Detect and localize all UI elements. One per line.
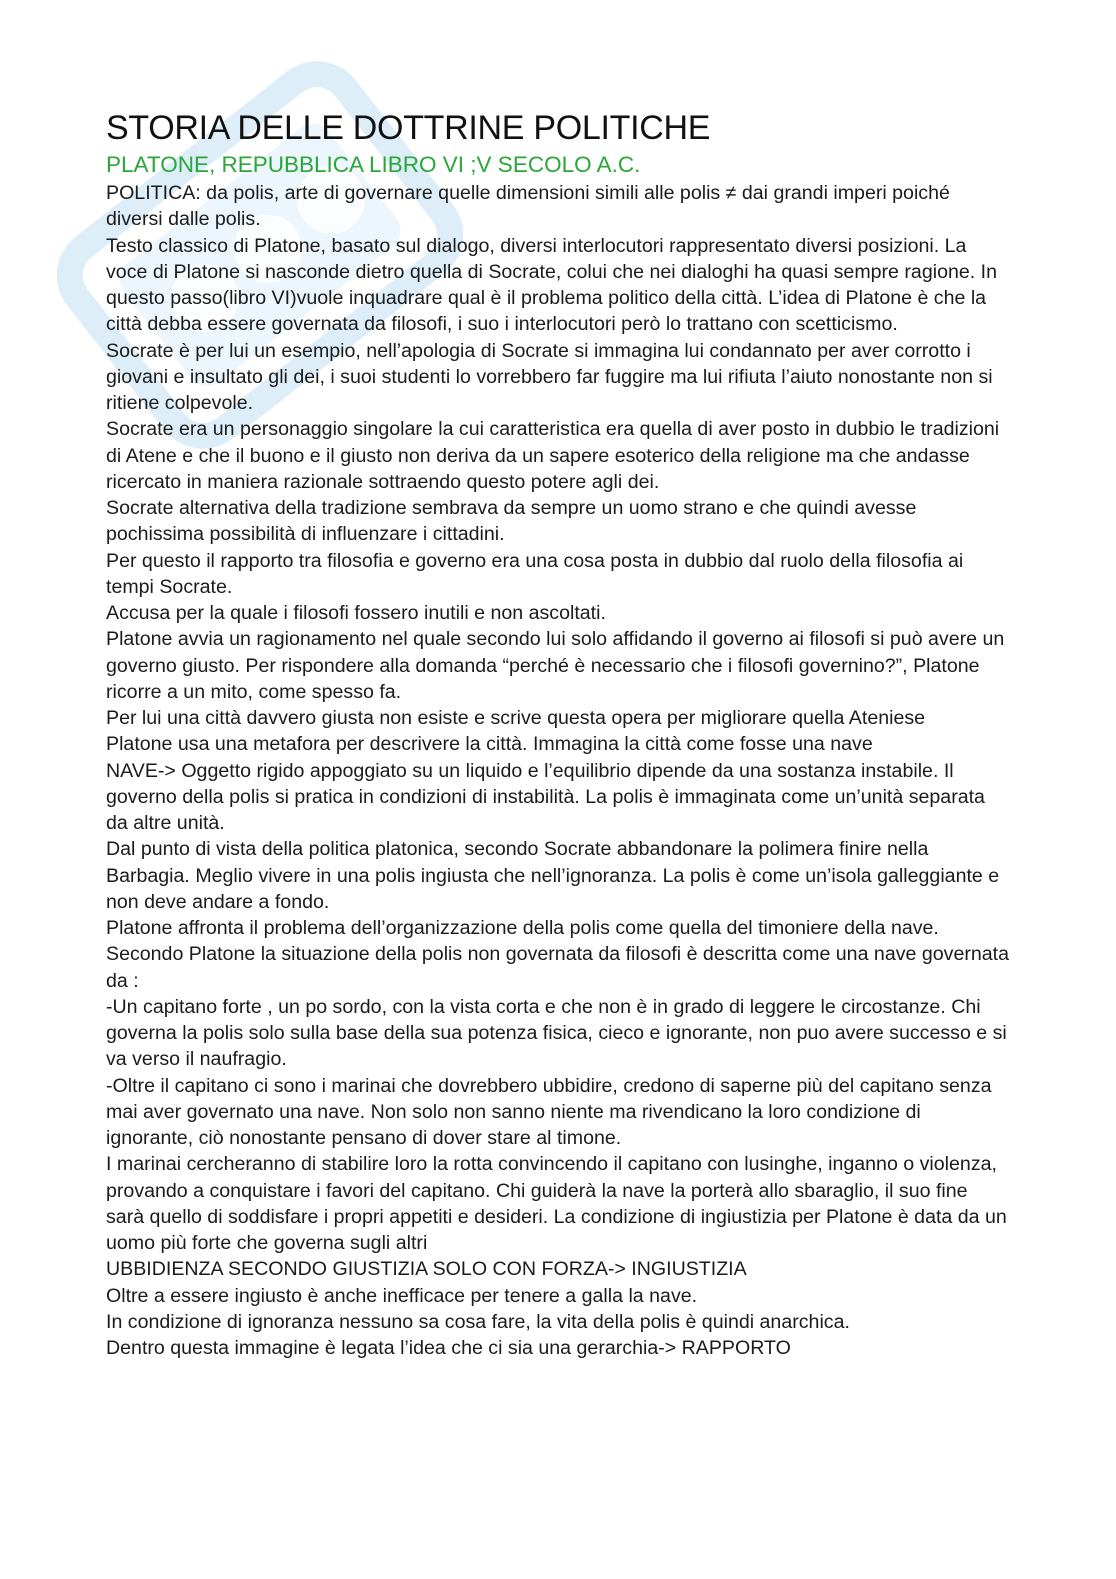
document-title: STORIA DELLE DOTTRINE POLITICHE [106,109,711,147]
paragraph: Accusa per la quale i filosofi fossero inutili e non ascoltati. [106,602,606,624]
document-body [106,180,1011,1361]
document-page [106,106,1011,1361]
paragraph: -Oltre il capitano ci sono i marinai che dovrebbero ubbidire, credono di saperne più del capitano senza mai aver governato una nave. Non solo non sanno niente ma rivendicano la loro condizione di ignorante, ciò nonostante pensano di dover stare al timone. [106,1074,992,1149]
paragraph: Dentro questa immagine è legata l’idea che ci sia una gerarchia-> RAPPORTO [106,1337,791,1359]
paragraph: Socrate alternativa della tradizione sembrava da sempre un uomo strano e che quindi avesse pochissima possibilità di influenzare i cittadini. [106,497,917,546]
paragraph: I marinai cercheranno di stabilire loro la rotta convincendo il capitano con lusinghe, inganno o violenza, provando a conquistare i favori del capitano. Chi guiderà la nave la porterà allo sbaraglio, il suo fine sarà quello di soddisfare i propri appetiti e desideri. La condizione di ingiustizia per Platone è data da un uomo più forte che governa sugli altri [106,1153,1007,1254]
paragraph: In condizione di ignoranza nessuno sa cosa fare, la vita della polis è quindi anarchica. [106,1310,850,1333]
paragraph: -Un capitano forte , un po sordo, con la vista corta e che non è in grado di leggere le circostanze. Chi governa la polis solo sulla base della sua potenza fisica, cieco e ignorante, non puo avere successo e si va verso il naufragio. [106,995,1007,1071]
paragraph: Platone affronta il problema dell’organizzazione della polis come quella del timoniere della nave. [106,917,939,939]
document-subtitle: PLATONE, REPUBBLICA LIBRO VI ;V SECOLO A.C. [106,152,641,177]
paragraph: UBBIDIENZA SECONDO GIUSTIZIA SOLO CON FORZA-> INGIUSTIZIA [106,1258,747,1281]
paragraph: NAVE-> Oggetto rigido appoggiato su un liquido e l’equilibrio dipende da una sostanza instabile. Il governo della polis si pratica in condizioni di instabilità. La polis è immaginata come un’unità separata da altre unità. [106,759,985,834]
paragraph: Socrate è per lui un esempio, nell’apologia di Socrate si immagina lui condannato per aver corrotto i giovani e insultato gli dei, i suoi studenti lo vorrebbero far fuggire ma lui rifiuta l’aiuto nonostante non si ritiene colpevole. [106,339,993,414]
paragraph: Dal punto di vista della politica platonica, secondo Socrate abbandonare la polimera finire nella Barbagia. Meglio vivere in una polis ingiusta che nell’ignoranza. La polis è come un’isola galleggiante e non deve andare a fondo. [106,838,1000,913]
paragraph: Testo classico di Platone, basato sul dialogo, diversi interlocutori rappresentato diversi posizioni. La voce di Platone si nasconde dietro quella di Socrate, colui che nei dialoghi ha quasi sempre ragione. In questo passo(libro VI)vuole inquadrare qual è il problema politico della città. L’idea di Platone è che la città debba essere governata da filosofi, i suo i interlocutori però lo trattano con scetticismo. [106,234,997,336]
paragraph: Per questo il rapporto tra filosofia e governo era una cosa posta in dubbio dal ruolo della filosofia ai tempi Socrate. [106,549,964,598]
paragraph: Platone usa una metafora per descrivere la città. Immagina la città come fosse una nave [106,733,873,756]
paragraph: Per lui una città davvero giusta non esiste e scrive questa opera per migliorare quella Ateniese [106,707,926,729]
paragraph: Platone avvia un ragionamento nel quale secondo lui solo affidando il governo ai filosofi si può avere un governo giusto. Per rispondere alla domanda “perché è necessario che i filosofi governino?”, Platone ricorre a un mito, come spesso fa. [106,628,1005,703]
paragraph: Secondo Platone la situazione della polis non governata da filosofi è descritta come una nave governata da : [106,943,1009,992]
paragraph: Socrate era un personaggio singolare la cui caratteristica era quella di aver posto in dubbio le tradizioni di Atene e che il buono e il giusto non deriva da un sapere esoterico della religione ma che andasse ricercato in maniera razionale sottraendo questo potere agli dei. [106,418,1000,493]
paragraph: POLITICA: da polis, arte di governare quelle dimensioni simili alle polis ≠ dai grandi imperi poiché diversi dalle polis. [106,182,950,231]
paragraph: Oltre a essere ingiusto è anche inefficace per tenere a galla la nave. [106,1284,698,1307]
